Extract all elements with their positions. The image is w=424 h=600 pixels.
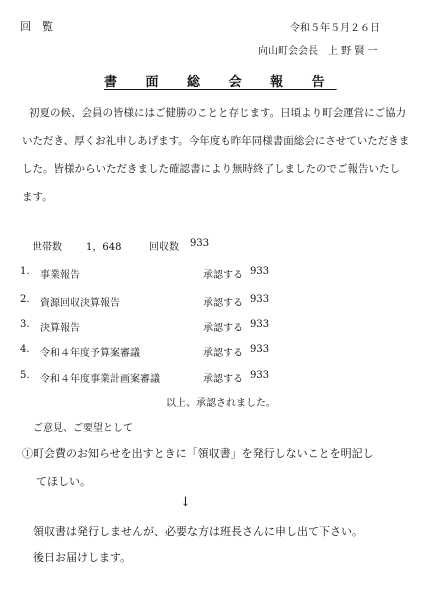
- item-count: 933: [250, 266, 270, 277]
- document-date: 令和５年５月２６日: [290, 23, 380, 34]
- item-result: 承認する: [203, 374, 243, 385]
- item-number: 2.: [20, 294, 30, 305]
- intro-line-4: ます。: [22, 191, 53, 203]
- item-name: 資源回収決算報告: [40, 298, 120, 309]
- item-count: 933: [250, 344, 270, 355]
- item-name: 令和４年度事業計画案審議: [40, 374, 160, 385]
- collected-value: 933: [190, 238, 210, 249]
- item-name: 事業報告: [40, 270, 80, 281]
- item-result: 承認する: [203, 323, 243, 334]
- response-line-2: 後日お届けします。: [33, 551, 132, 564]
- item-result: 承認する: [203, 348, 243, 359]
- item-number: 5.: [20, 370, 30, 381]
- item-count: 933: [250, 370, 270, 381]
- intro-line-1: 初夏の候、会員の皆様にはご健勝のことと存じます。日頃より町会運営にご協力: [29, 107, 407, 119]
- item-number: 4.: [20, 344, 30, 355]
- households-value: 1，648: [86, 242, 122, 253]
- requests-heading: ご意見、ご要望として: [33, 423, 133, 434]
- page-title: 書 面 総 会 報 告: [104, 75, 337, 90]
- intro-line-3: した。皆様からいただきました確認書により無時終了しましたのでご報告いたし: [22, 163, 400, 175]
- item-count: 933: [250, 294, 270, 305]
- author-line: 向山町会会長 上 野 賢 一: [258, 46, 378, 57]
- conclusion-text: 以上、承認されました。: [166, 398, 276, 409]
- item-number: 3.: [20, 319, 30, 330]
- households-label: 世帯数: [32, 242, 62, 253]
- down-arrow-icon: ↓: [180, 495, 191, 510]
- item-name: 令和４年度予算案審議: [40, 348, 140, 359]
- request-line-2: てほしい。: [36, 475, 91, 488]
- item-name: 決算報告: [40, 323, 80, 334]
- response-line-1: 領収書は発行しませんが、必要な方は班長さんに申し出て下さい。: [33, 525, 363, 538]
- intro-line-2: いただき、厚くお礼申しあげます。今年度も昨年同様書面総会にさせていただきま: [22, 135, 410, 147]
- circulation-label: 回 覧: [20, 20, 53, 33]
- item-number: 1.: [20, 266, 30, 277]
- item-result: 承認する: [203, 298, 243, 309]
- item-result: 承認する: [203, 270, 243, 281]
- request-line-1: ①町会費のお知らせを出すときに「領収書」を発行しないことを明記し: [22, 447, 374, 460]
- collected-label: 回収数: [149, 242, 179, 253]
- item-count: 933: [250, 319, 270, 330]
